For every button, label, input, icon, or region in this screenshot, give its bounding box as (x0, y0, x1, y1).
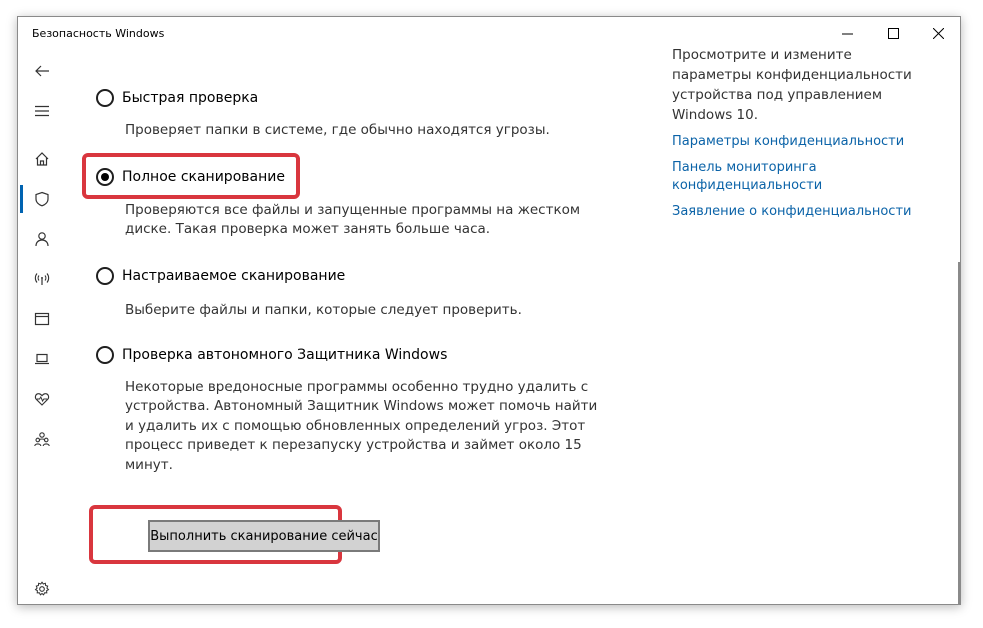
radio-quick-scan[interactable] (96, 89, 114, 107)
active-indicator (20, 185, 23, 213)
heart-pulse-icon (34, 391, 50, 407)
nav-settings[interactable] (18, 574, 66, 604)
nav-firewall[interactable] (18, 259, 66, 299)
privacy-side-panel (672, 45, 942, 221)
privacy-text-line: параметры конфиденциальности (672, 67, 912, 83)
maximize-icon (888, 28, 899, 39)
windows-security-window (17, 16, 961, 605)
nav-app-browser[interactable] (18, 299, 66, 339)
minimize-icon (842, 28, 853, 39)
shield-icon (34, 191, 50, 207)
scan-options-panel (66, 51, 626, 604)
description-line: Некоторые вредоносные программы особенно трудно удалить с (125, 379, 589, 395)
description-line: и удалить их с помощью обновленных определений угроз. Этот (125, 417, 586, 434)
scrollbar[interactable] (958, 262, 960, 605)
option-label: Настраиваемое сканирование (122, 268, 346, 284)
link-text: Заявление о конфиденциальности (672, 204, 912, 219)
radio-offline-scan[interactable] (96, 346, 114, 364)
home-icon (34, 151, 50, 167)
back-button[interactable] (18, 51, 66, 91)
radio-custom-scan[interactable] (96, 267, 114, 285)
description-line: Проверяет папки в системе, где обычно находятся угрозы. (125, 122, 550, 138)
hamburger-icon (34, 103, 50, 119)
wifi-antenna-icon (34, 271, 50, 287)
close-icon (933, 28, 944, 39)
laptop-icon (34, 351, 50, 367)
option-label: Полное сканирование (122, 169, 285, 185)
nav-family[interactable] (18, 419, 66, 459)
option-description (125, 121, 550, 140)
privacy-statement-link[interactable] (672, 203, 942, 221)
menu-button[interactable] (18, 91, 66, 131)
nav-home[interactable] (18, 139, 66, 179)
option-description (125, 301, 522, 320)
description-line: минут. (125, 456, 173, 473)
description-line: устройства. Автономный Защитник Windows может помочь найти (125, 398, 598, 415)
privacy-settings-link[interactable] (672, 133, 942, 151)
option-description (125, 201, 580, 240)
option-full-scan[interactable] (96, 168, 285, 186)
family-icon (34, 431, 50, 447)
nav-device-health[interactable] (18, 379, 66, 419)
privacy-dashboard-link[interactable] (672, 159, 942, 195)
gear-icon (34, 581, 50, 597)
back-arrow-icon (34, 63, 50, 79)
radio-full-scan[interactable] (96, 168, 114, 186)
description-line: процесс приведет к перезапуску устройства и займет около 15 (125, 437, 582, 454)
privacy-text-line: Просмотрите и измените (672, 47, 852, 63)
privacy-description (672, 45, 942, 125)
description-line: диске. Такая проверка может занять больше часа. (125, 221, 491, 238)
nav-device-security[interactable] (18, 339, 66, 379)
browser-window-icon (34, 311, 50, 327)
option-label: Быстрая проверка (122, 90, 259, 106)
window-title: Безопасность Windows (32, 27, 165, 40)
nav-account[interactable] (18, 219, 66, 259)
link-text: конфиденциальности (672, 178, 823, 193)
option-label: Проверка автономного Защитника Windows (122, 347, 448, 363)
navigation-sidebar (18, 51, 66, 604)
option-description (125, 378, 597, 475)
privacy-text-line: устройства под управлением (672, 87, 883, 103)
scan-now-button[interactable]: Выполнить сканирование сейчас (148, 520, 380, 552)
option-custom-scan[interactable] (96, 267, 345, 285)
description-line: Проверяются все файлы и запущенные программы на жестком (125, 202, 581, 218)
description-line: Выберите файлы и папки, которые следует проверить. (125, 302, 522, 318)
option-quick-scan[interactable] (96, 89, 258, 107)
privacy-text-line: Windows 10. (672, 107, 759, 123)
nav-virus-protection[interactable] (18, 179, 66, 219)
link-text: Параметры конфиденциальности (672, 134, 905, 149)
person-icon (34, 231, 50, 247)
option-offline-scan[interactable] (96, 346, 447, 364)
link-text: Панель мониторинга (672, 160, 817, 175)
